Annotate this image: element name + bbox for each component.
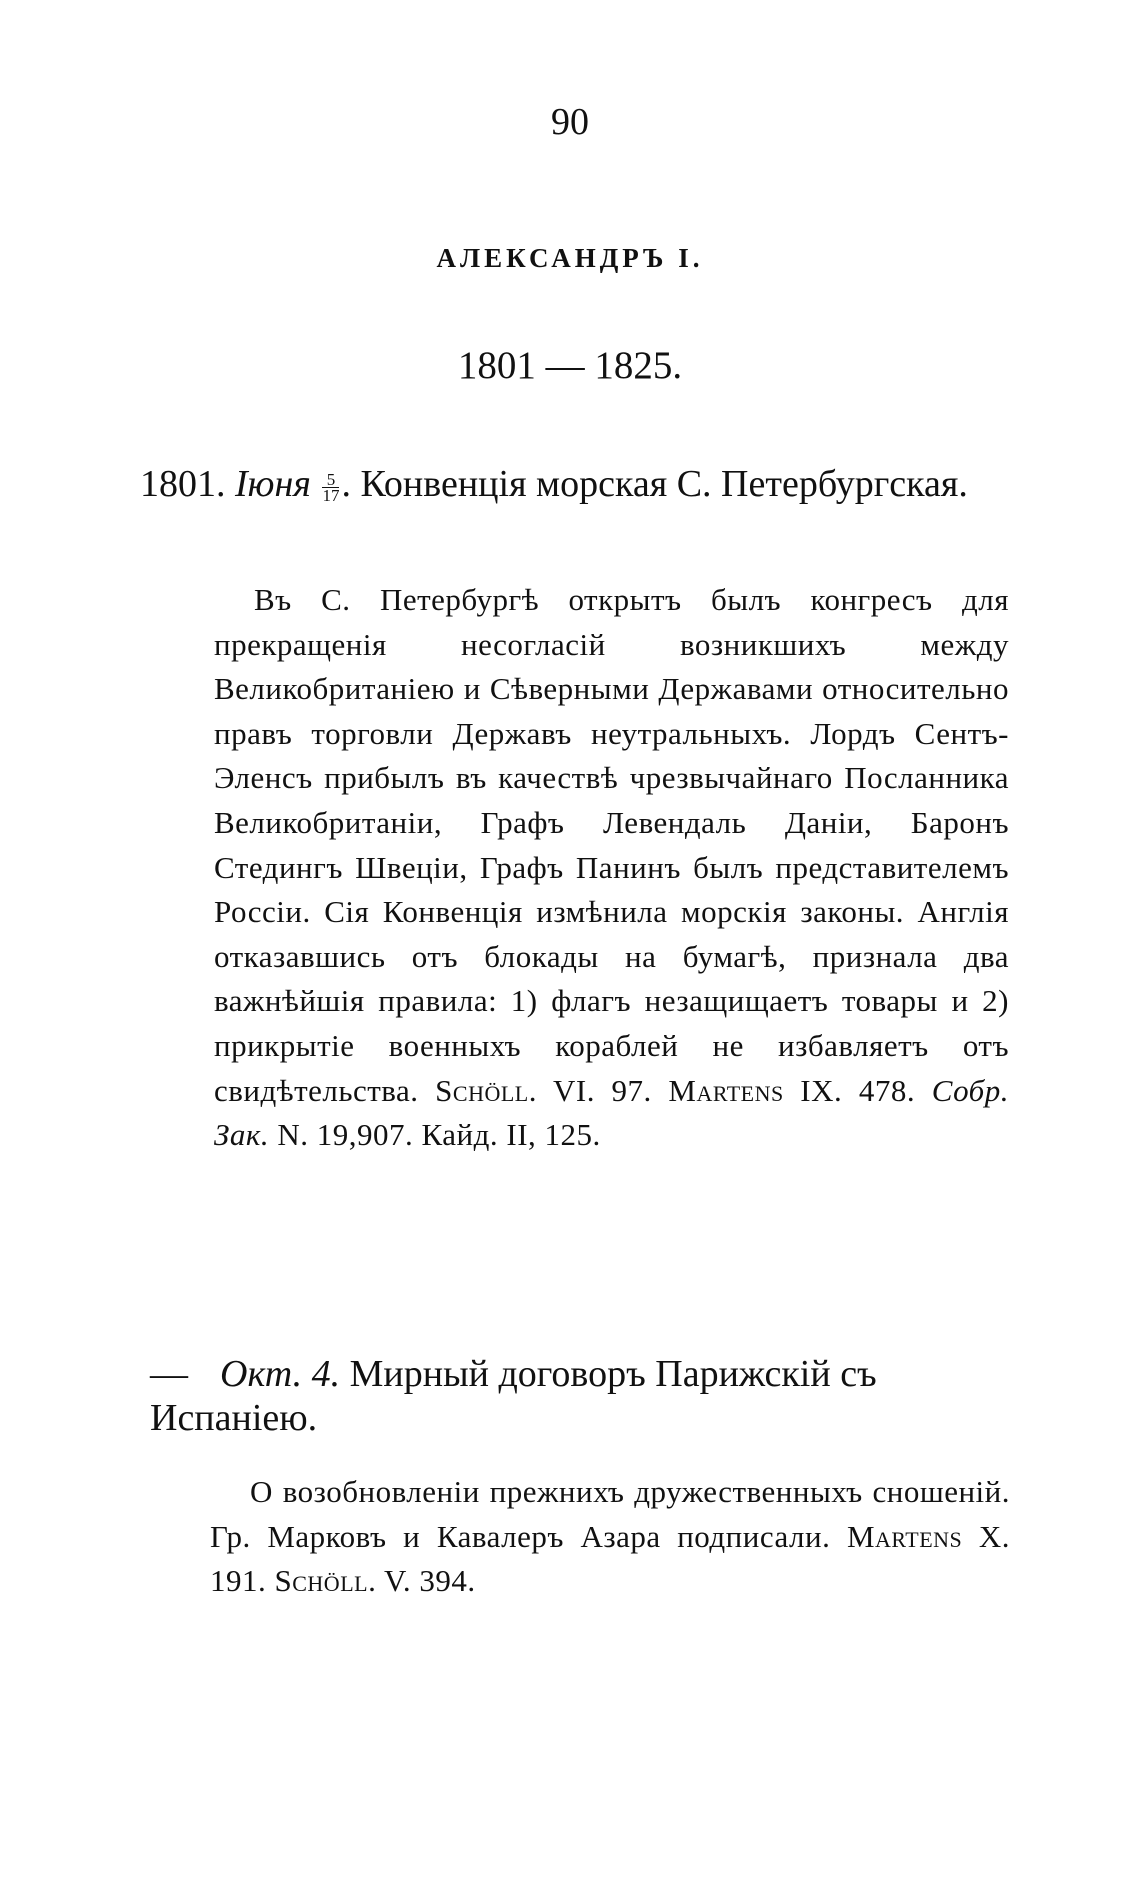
- entry-body-text: О возобновленіи прежнихъ дружественныхъ сношеній. Гр. Марковъ и Кавалеръ Азара подписали.: [210, 1474, 1010, 1554]
- entry-body-1: [214, 578, 1009, 1158]
- date-fraction-numerator: 5: [322, 472, 339, 488]
- entry-reference: Martens X. 191. Schöll. V. 394.: [210, 1518, 1010, 1599]
- entry-reference-italic: Собр. Зак.: [214, 1072, 1010, 1153]
- entry-dash: —: [150, 1353, 188, 1395]
- entry-reference: Schöll. VI. 97. Martens IX. 478.: [435, 1072, 916, 1108]
- entry-date: Окт. 4.: [220, 1353, 341, 1395]
- entry-body-2: [210, 1470, 1010, 1604]
- date-fraction: [322, 469, 340, 505]
- entry-title: Мирный договоръ Парижскій съ Испаніею.: [150, 1353, 877, 1439]
- entry-heading-2: [150, 1352, 1010, 1440]
- ruler-title: АЛЕКСАНДРЪ I.: [436, 243, 704, 273]
- entry-title: Конвенція морская С. Петербургская.: [360, 463, 968, 505]
- entry-reference: N. 19,907. Кайд. II, 125.: [277, 1117, 601, 1153]
- entry-body-text: Въ С. Петербургѣ открытъ былъ конгресъ для прекращенія несогласій возникшихъ между Великобританіею и Сѣверными Державами относительно правъ торговли Державъ неутральныхъ. Лордъ Сентъ-Эленсъ прибылъ въ качествѣ чрезвычайнаго Посланника Великобританіи, Графъ Левендаль Даніи, Баронъ Стедингъ Швеціи, Графъ Панинъ былъ представителемъ Россіи. Сія Конвенція измѣнила морскія законы. Англія отказавшись отъ блокады на бумагѣ, признала два важнѣйшія правила: 1) флагъ незащищаетъ товары и 2) прикрытіе военныхъ кораблей не избавляетъ отъ свидѣтельства.: [214, 582, 1009, 1108]
- entry-year: 1801.: [140, 463, 226, 505]
- entry-heading-1: 1801. Іюня $\frac{5}{17}$ . Конвенція морская С. Петербургская.: [140, 463, 968, 505]
- page-number: 90: [551, 101, 589, 143]
- reign-years: 1801 — 1825.: [457, 344, 683, 387]
- date-fraction-denominator: 17: [322, 485, 340, 505]
- entry-date: Іюня: [235, 463, 311, 505]
